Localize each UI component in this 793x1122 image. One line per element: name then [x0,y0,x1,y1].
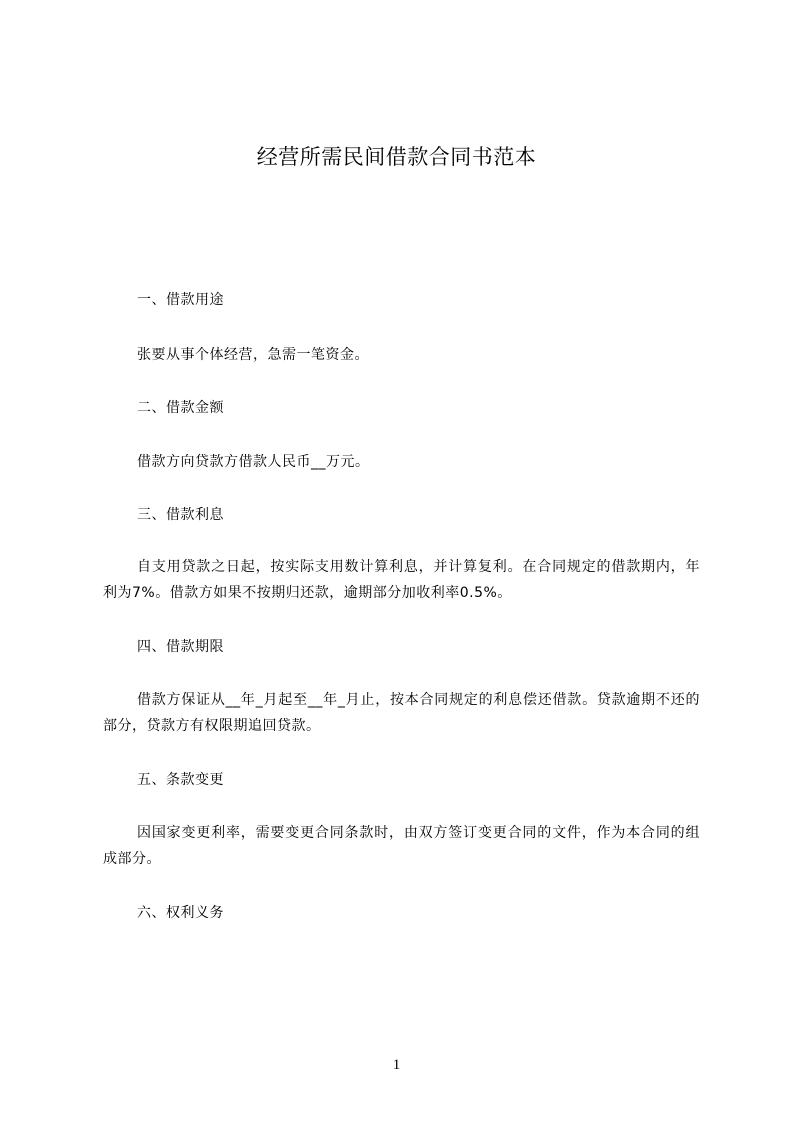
page-number: 1 [392,1057,401,1073]
document-title: 经营所需民间借款合同书范本 [256,145,537,169]
section-heading-amount: 二、借款金额 [137,400,224,416]
section-heading-term: 四、借款期限 [137,639,224,655]
section-body-interest: 自支用贷款之日起，按实际支用数计算利息，并计算复利。在合同规定的借款期内，年利为7%。借款方如果不按期归还款，逾期部分加收利率0.5%。 [103,559,700,601]
section-body-purpose: 张要从事个体经营，急需一笔资金。 [137,347,369,363]
section-heading-interest: 三、借款利息 [137,507,224,523]
section-body-term: 借款方保证从__年_月起至__年_月止，按本合同规定的利息偿还借款。贷款逾期不还的部分，贷款方有权限期追回贷款。 [103,692,700,734]
section-heading-changes: 五、条款变更 [137,772,224,788]
section-heading-purpose: 一、借款用途 [137,292,224,308]
section-heading-rights: 六、权利义务 [137,905,224,921]
section-body-amount: 借款方向贷款方借款人民币__万元。 [137,454,370,470]
section-body-changes: 因国家变更利率，需要变更合同条款时，由双方签订变更合同的文件，作为本合同的组成部分。 [103,825,700,867]
